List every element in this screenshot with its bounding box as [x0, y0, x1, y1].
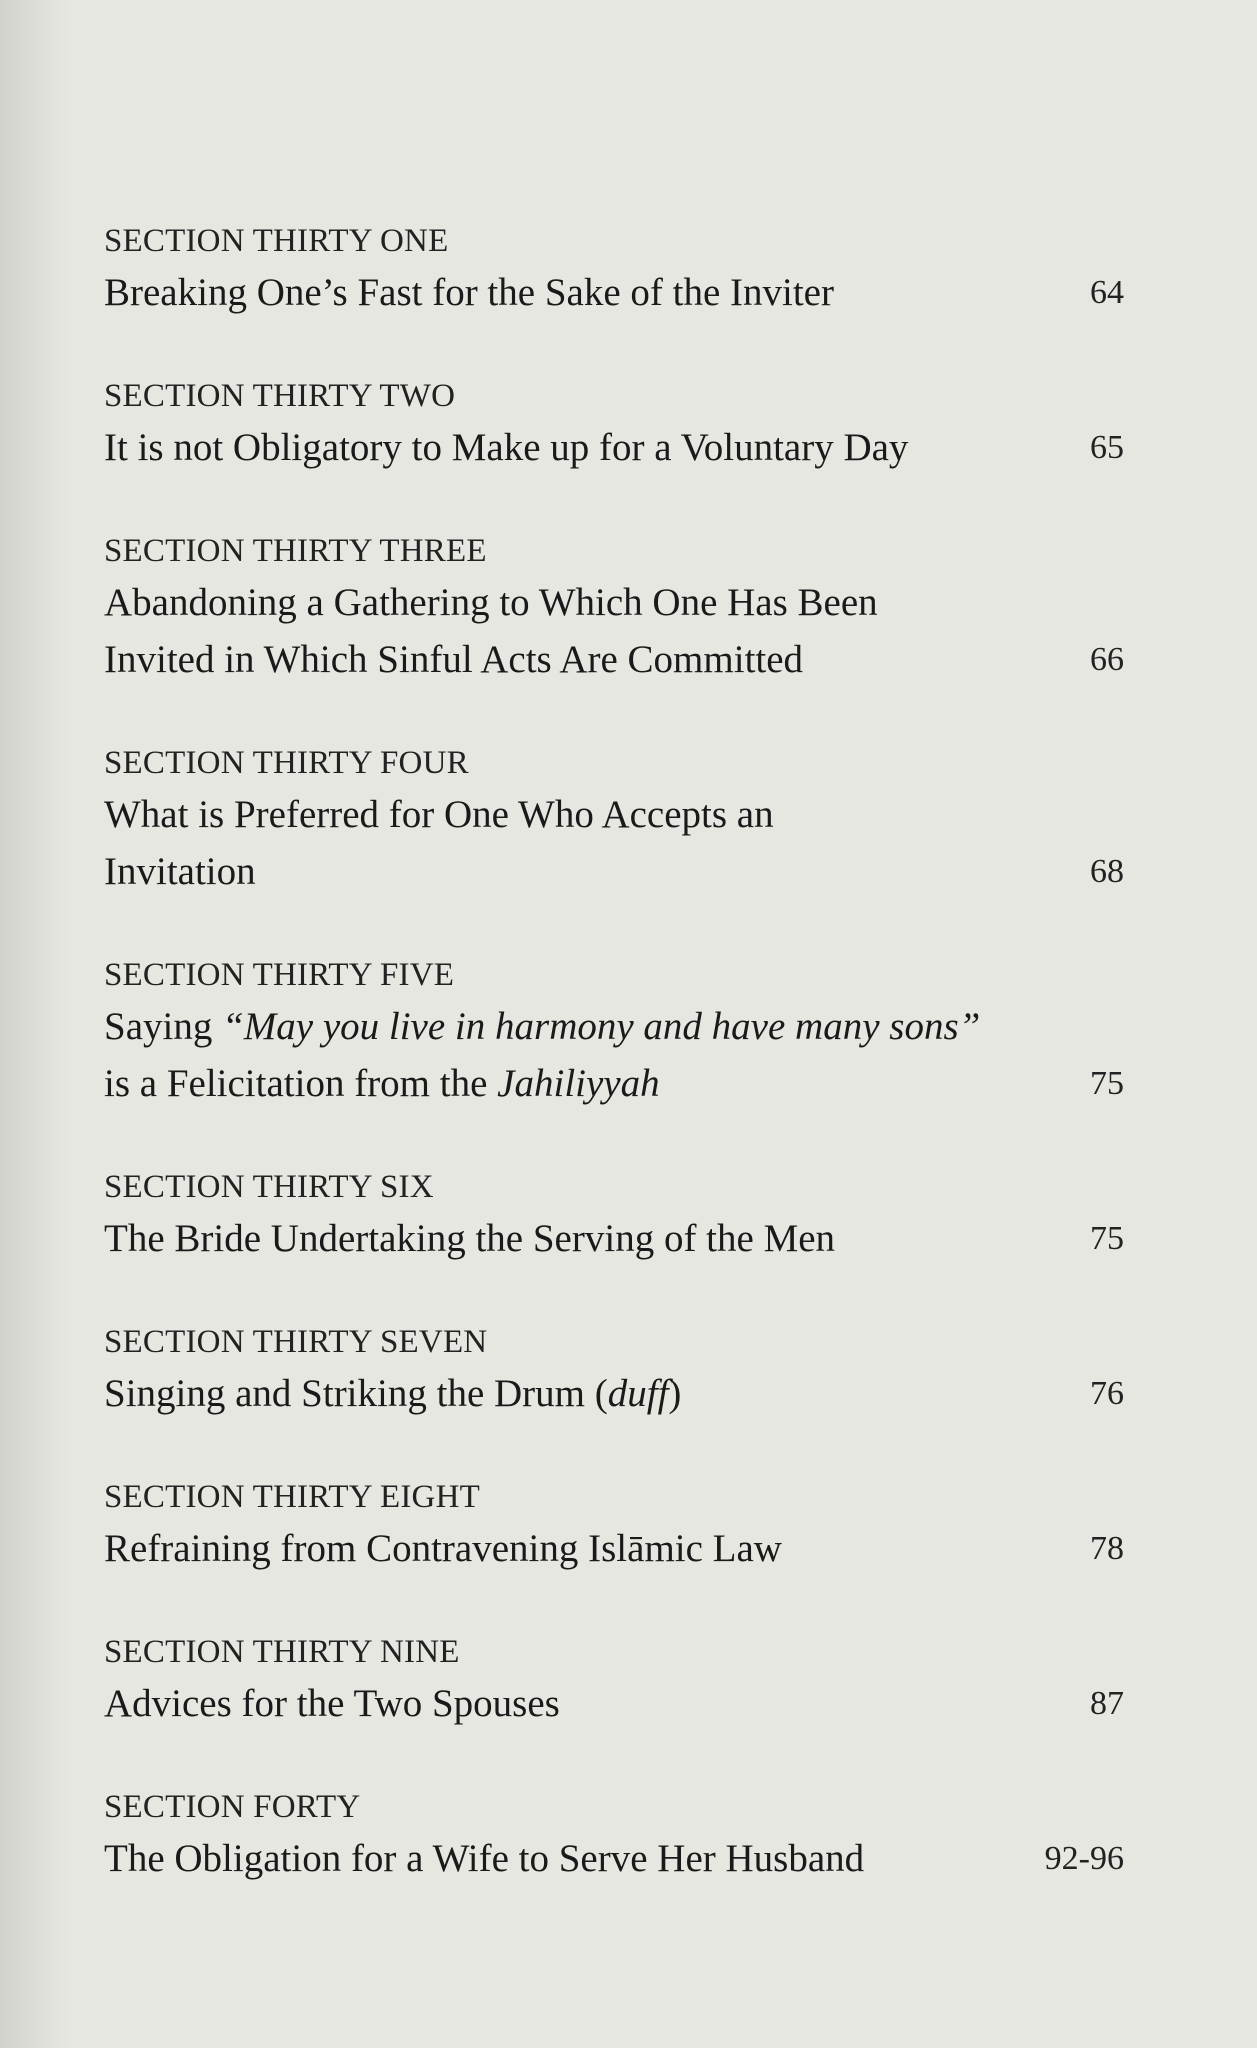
title-text-plain: Singing and Striking the Drum ( [104, 1372, 608, 1415]
section-label: SECTION THIRTY FOUR [104, 745, 469, 781]
toc-entry-section-32[interactable] [104, 373, 1124, 476]
toc-entry-section-36[interactable] [104, 1164, 1124, 1267]
page-number: 65 [1090, 429, 1124, 466]
entry-title [104, 264, 834, 321]
toc-entry-section-34[interactable] [104, 740, 1124, 900]
title-line [104, 1055, 980, 1112]
entry-title [104, 1675, 560, 1732]
title-text-italic-term: duff [607, 1372, 669, 1415]
title-line: Invitation [104, 850, 256, 893]
title-line: It is not Obligatory to Make up for a Voluntary Day [104, 426, 909, 469]
entry-title-row [104, 786, 1124, 900]
title-line: The Bride Undertaking the Serving of the Men [104, 1217, 836, 1260]
entry-title-row [104, 1210, 1124, 1267]
entry-title-row [104, 574, 1124, 688]
entry-title-row [104, 419, 1124, 476]
section-label: SECTION THIRTY TWO [104, 378, 456, 414]
entry-title [104, 419, 908, 476]
entry-title-row [104, 1675, 1124, 1732]
page-number: 78 [1090, 1530, 1124, 1567]
title-text-plain: is a Felicitation from the [104, 1062, 498, 1105]
entry-title-row [104, 998, 1124, 1112]
entry-title [104, 574, 878, 688]
page-number: 64 [1090, 274, 1124, 311]
section-label: SECTION THIRTY SIX [104, 1169, 434, 1205]
title-line: What is Preferred for One Who Accepts an [104, 793, 774, 836]
toc-entry-section-39[interactable] [104, 1629, 1124, 1732]
toc-entry-section-31[interactable] [104, 218, 1124, 321]
entry-title [104, 786, 774, 900]
entry-title-row [104, 1365, 1124, 1422]
page-number: 87 [1090, 1685, 1124, 1722]
section-label: SECTION THIRTY FIVE [104, 957, 455, 993]
entry-title [104, 998, 980, 1112]
page-gutter-shadow [0, 0, 70, 2048]
entry-title [104, 1520, 782, 1577]
title-text-italic-term: Jahiliyyah [497, 1062, 660, 1105]
title-line: Breaking One’s Fast for the Sake of the Inviter [104, 271, 834, 314]
entry-title-row [104, 1520, 1124, 1577]
page-number: 76 [1090, 1375, 1124, 1412]
title-line: The Obligation for a Wife to Serve Her Husband [104, 1837, 865, 1880]
toc-entry-section-37[interactable] [104, 1319, 1124, 1422]
page-number: 68 [1090, 853, 1124, 890]
section-label: SECTION THIRTY THREE [104, 533, 487, 569]
toc-entry-section-33[interactable] [104, 528, 1124, 688]
title-line: Refraining from Contravening Islāmic Law [104, 1527, 782, 1570]
page-number: 92-96 [1044, 1840, 1124, 1877]
section-label: SECTION FORTY [104, 1789, 361, 1825]
entry-title [104, 1830, 864, 1887]
page-number: 66 [1090, 641, 1124, 678]
section-label: SECTION THIRTY ONE [104, 223, 449, 259]
entry-title [104, 1365, 681, 1422]
title-line [104, 998, 980, 1055]
page-number: 75 [1090, 1065, 1124, 1102]
section-label: SECTION THIRTY NINE [104, 1634, 460, 1670]
section-label: SECTION THIRTY EIGHT [104, 1479, 480, 1515]
entry-title [104, 1210, 835, 1267]
title-text-italic-quote: “May you live in harmony and have many sons” [222, 1005, 981, 1048]
toc-entry-section-38[interactable] [104, 1474, 1124, 1577]
title-line: Advices for the Two Spouses [104, 1682, 560, 1725]
table-of-contents [104, 218, 1124, 1939]
title-text-plain: ) [668, 1372, 682, 1415]
title-line: Abandoning a Gathering to Which One Has Been [104, 581, 878, 624]
entry-title-row [104, 264, 1124, 321]
toc-entry-section-40[interactable] [104, 1784, 1124, 1887]
title-line: Invited in Which Sinful Acts Are Committed [104, 638, 804, 681]
entry-title-row [104, 1830, 1124, 1887]
title-text-plain: Saying [104, 1005, 223, 1048]
section-label: SECTION THIRTY SEVEN [104, 1324, 488, 1360]
title-line [104, 1365, 681, 1422]
page-number: 75 [1090, 1220, 1124, 1257]
toc-entry-section-35[interactable] [104, 952, 1124, 1112]
